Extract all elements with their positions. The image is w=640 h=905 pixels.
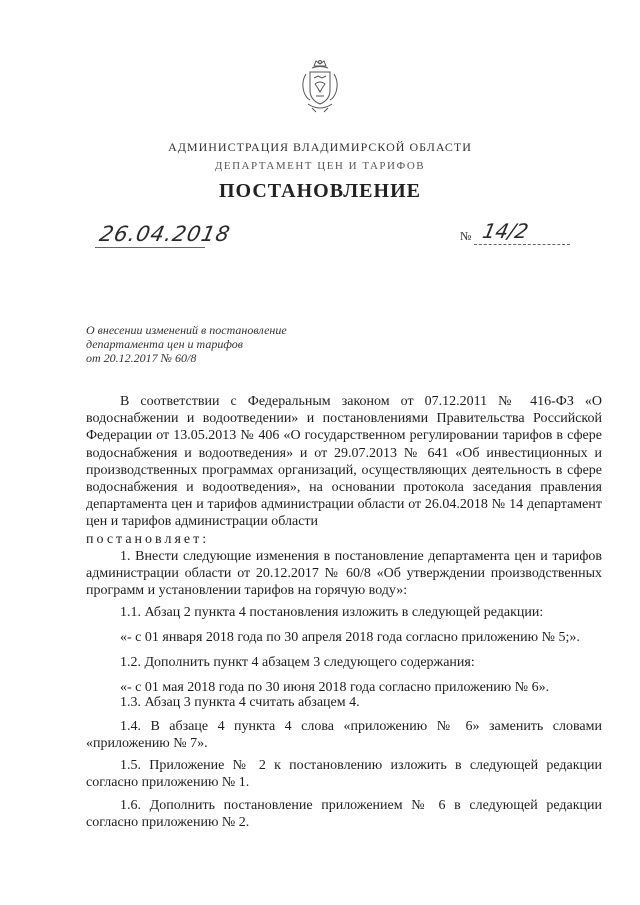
postanovlyaet-label: постановляет: [86,531,210,547]
coat-of-arms-emblem [298,58,342,116]
paragraph-1-5: 1.5. Приложение № 2 к постановлению изложить в следующей редакции согласно приложению № 1. [86,758,602,791]
paragraph-1-1-text: «- с 01 января 2018 года по 30 апреля 2018 года согласно приложению № 5;». [120,630,580,645]
paragraph-1-1: 1.1. Абзац 2 пункта 4 постановления изложить в следующей редакции: [120,605,544,620]
paragraph-1-4: 1.4. В абзаце 4 пункта 4 слова «приложению № 6» заменить словами «приложению № 7». [86,719,602,752]
document-date: 26.04.2018 [97,222,233,246]
org-name: АДМИНИСТРАЦИЯ ВЛАДИМИРСКОЙ ОБЛАСТИ [168,140,472,154]
preamble-paragraph [86,393,602,548]
document-subject [86,323,287,365]
document-number: 14/2 [480,219,531,243]
dept-name: ДЕПАРТАМЕНТ ЦЕН И ТАРИФОВ [214,160,426,172]
paragraph-1: 1. Внести следующие изменения в постановление департамента цен и тарифов администрации области от 20.12.2017 № 60/8 «Об утверждении производственных программ и установлении тарифов на горячую воду»: [86,549,602,599]
paragraph-1-3: 1.3. Абзац 3 пункта 4 считать абзацем 4. [120,695,360,710]
subject-line: от 20.12.2017 № 60/8 [86,351,197,365]
paragraph-1-2-text: «- с 01 мая 2018 года по 30 июня 2018 года согласно приложению № 6». [120,680,550,695]
number-label: № [460,229,472,243]
paragraph-1-2: 1.2. Дополнить пункт 4 абзацем 3 следующего содержания: [120,655,475,670]
subject-line: О внесении изменений в постановление [86,323,287,337]
document-title: ПОСТАНОВЛЕНИЕ [219,180,421,202]
preamble-text: В соответствии с Федеральным законом от 07.12.2011 № 416-ФЗ «О водоснабжении и водоотведении» и постановлениями Правительства Российской Федерации от 13.05.2013 № 406 «О государственном регулировании тарифов в сфере водоснабжения и водоотведения» и от 29.07.2013 № 641 «Об инвестиционных и производственных программах организаций, осуществляющих деятельность в сфере водоснабжения и водоотведения», на основании протокола заседания правления департамента цен и тарифов администрации области от 26.04.2018 № 14 департамент цен и тарифов администрации области [86,394,602,530]
number-underline [474,244,570,245]
date-underline [95,247,205,248]
subject-line: департамента цен и тарифов [86,337,243,351]
paragraph-1-6: 1.6. Дополнить постановление приложением № 6 в следующей редакции согласно приложению № 2. [86,798,602,831]
